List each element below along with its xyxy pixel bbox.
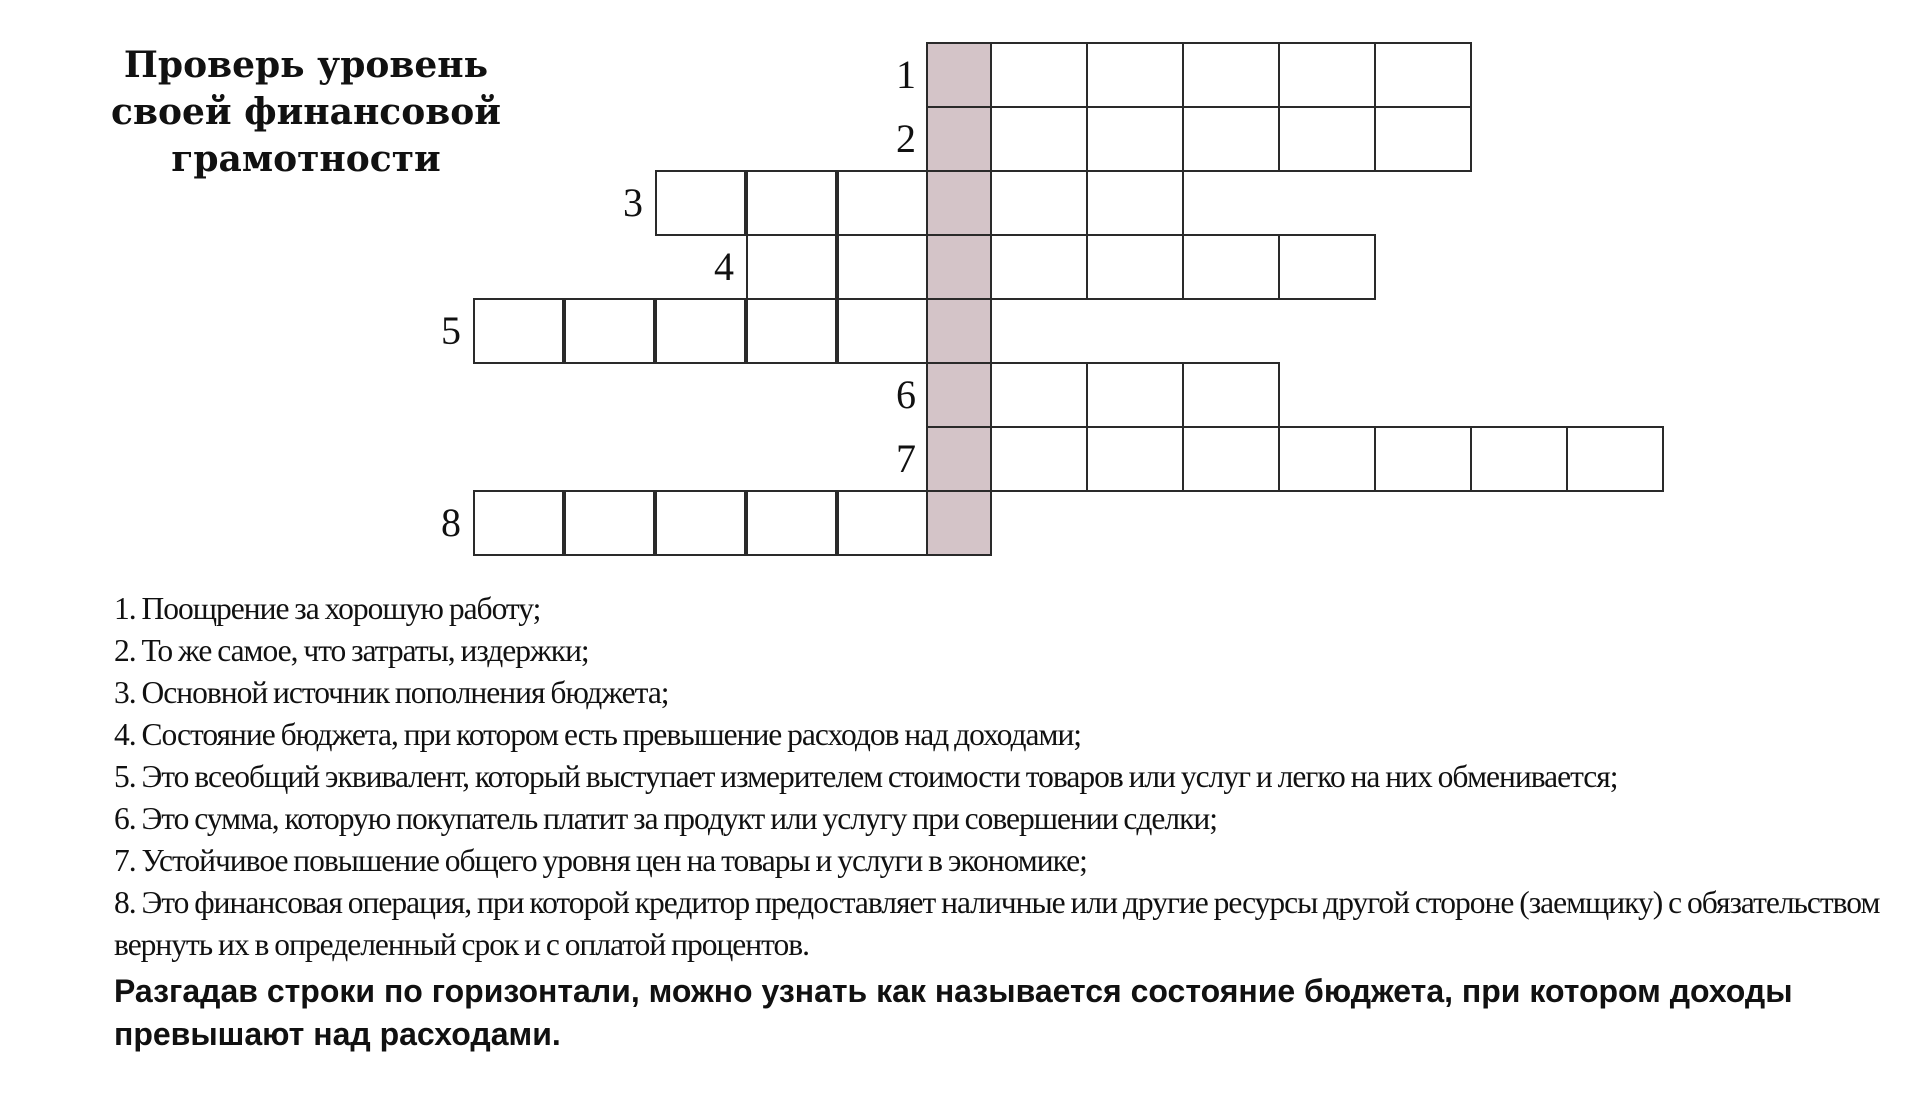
crossword-cell[interactable]: [1182, 106, 1280, 172]
row-number: 1: [896, 52, 916, 97]
clue-1: 1. Поощрение за хорошую работу;: [114, 591, 541, 626]
key-column-cell[interactable]: [926, 490, 992, 556]
crossword-cell[interactable]: [837, 298, 928, 364]
crossword-cell[interactable]: [746, 298, 837, 364]
crossword-cell[interactable]: [655, 490, 746, 556]
row-number: 6: [896, 372, 916, 417]
key-column-cell[interactable]: [926, 426, 992, 492]
crossword-cell[interactable]: [1374, 106, 1472, 172]
crossword-cell[interactable]: [990, 234, 1088, 300]
crossword-cell[interactable]: [1566, 426, 1664, 492]
row-number: 5: [441, 308, 461, 353]
row-number: 3: [623, 180, 643, 225]
crossword-cell[interactable]: [1086, 362, 1184, 428]
crossword-cell[interactable]: [1470, 426, 1568, 492]
key-column-cell[interactable]: [926, 362, 992, 428]
title-line: своей финансовой: [111, 91, 501, 133]
row-number: 2: [896, 116, 916, 161]
crossword-cell[interactable]: [1278, 234, 1376, 300]
crossword-cell[interactable]: [1182, 234, 1280, 300]
title-line: Проверь уровень: [123, 44, 489, 86]
crossword-cell[interactable]: [655, 170, 746, 236]
clue-5: 5. Это всеобщий эквивалент, который выступает измерителем стоимости товаров или услуг и легко на них обменивается;: [114, 759, 1618, 794]
key-column-cell[interactable]: [926, 106, 992, 172]
crossword-cell[interactable]: [1086, 170, 1184, 236]
crossword-cell[interactable]: [1374, 42, 1472, 108]
crossword-cell[interactable]: [837, 490, 928, 556]
crossword-cell[interactable]: [990, 42, 1088, 108]
clue-6: 6. Это сумма, которую покупатель платит за продукт или услугу при совершении сделки;: [114, 801, 1218, 836]
clue-4: 4. Состояние бюджета, при котором есть превышение расходов над доходами;: [114, 717, 1082, 752]
crossword-cell[interactable]: [1086, 42, 1184, 108]
crossword-cell[interactable]: [473, 298, 564, 364]
crossword-cell[interactable]: [746, 234, 837, 300]
final-question: Разгадав строки по горизонтали, можно узнать как называется состояние бюджета, при котором доходы превышают над расходами.: [114, 973, 1793, 1052]
crossword-cell[interactable]: [564, 298, 655, 364]
crossword-cell[interactable]: [746, 490, 837, 556]
crossword-cell[interactable]: [1182, 426, 1280, 492]
key-column-cell[interactable]: [926, 170, 992, 236]
row-number: 8: [441, 500, 461, 545]
crossword-cell[interactable]: [1086, 106, 1184, 172]
crossword-cell[interactable]: [1182, 42, 1280, 108]
crossword-cell[interactable]: [1278, 426, 1376, 492]
crossword-cell[interactable]: [837, 170, 928, 236]
crossword-cell[interactable]: [564, 490, 655, 556]
crossword-cell[interactable]: [990, 170, 1088, 236]
crossword-cell[interactable]: [1374, 426, 1472, 492]
clue-3: 3. Основной источник пополнения бюджета;: [114, 675, 669, 710]
clue-7: 7. Устойчивое повышение общего уровня цен на товары и услуги в экономике;: [114, 843, 1087, 878]
crossword-cell[interactable]: [990, 362, 1088, 428]
crossword-cell[interactable]: [1086, 426, 1184, 492]
clue-8: 8. Это финансовая операция, при которой кредитор предоставляет наличные или другие ресурсы другой стороне (заемщику) с обязательством вернуть их в определенный срок и с оплатой процентов.: [114, 885, 1880, 962]
crossword-cell[interactable]: [1278, 42, 1376, 108]
clue-2: 2. То же самое, что затраты, издержки;: [114, 633, 589, 668]
crossword-cell[interactable]: [990, 106, 1088, 172]
crossword-cell[interactable]: [1086, 234, 1184, 300]
row-number: 7: [896, 436, 916, 481]
crossword-cell[interactable]: [1278, 106, 1376, 172]
crossword-cell[interactable]: [990, 426, 1088, 492]
key-column-cell[interactable]: [926, 42, 992, 108]
crossword-cell[interactable]: [837, 234, 928, 300]
title-line: грамотности: [171, 138, 441, 180]
key-column-cell[interactable]: [926, 234, 992, 300]
crossword-cell[interactable]: [655, 298, 746, 364]
row-number: 4: [714, 244, 734, 289]
crossword-cell[interactable]: [1182, 362, 1280, 428]
key-column-cell[interactable]: [926, 298, 992, 364]
crossword-cell[interactable]: [746, 170, 837, 236]
clue-list: [114, 588, 1894, 966]
crossword-cell[interactable]: [473, 490, 564, 556]
